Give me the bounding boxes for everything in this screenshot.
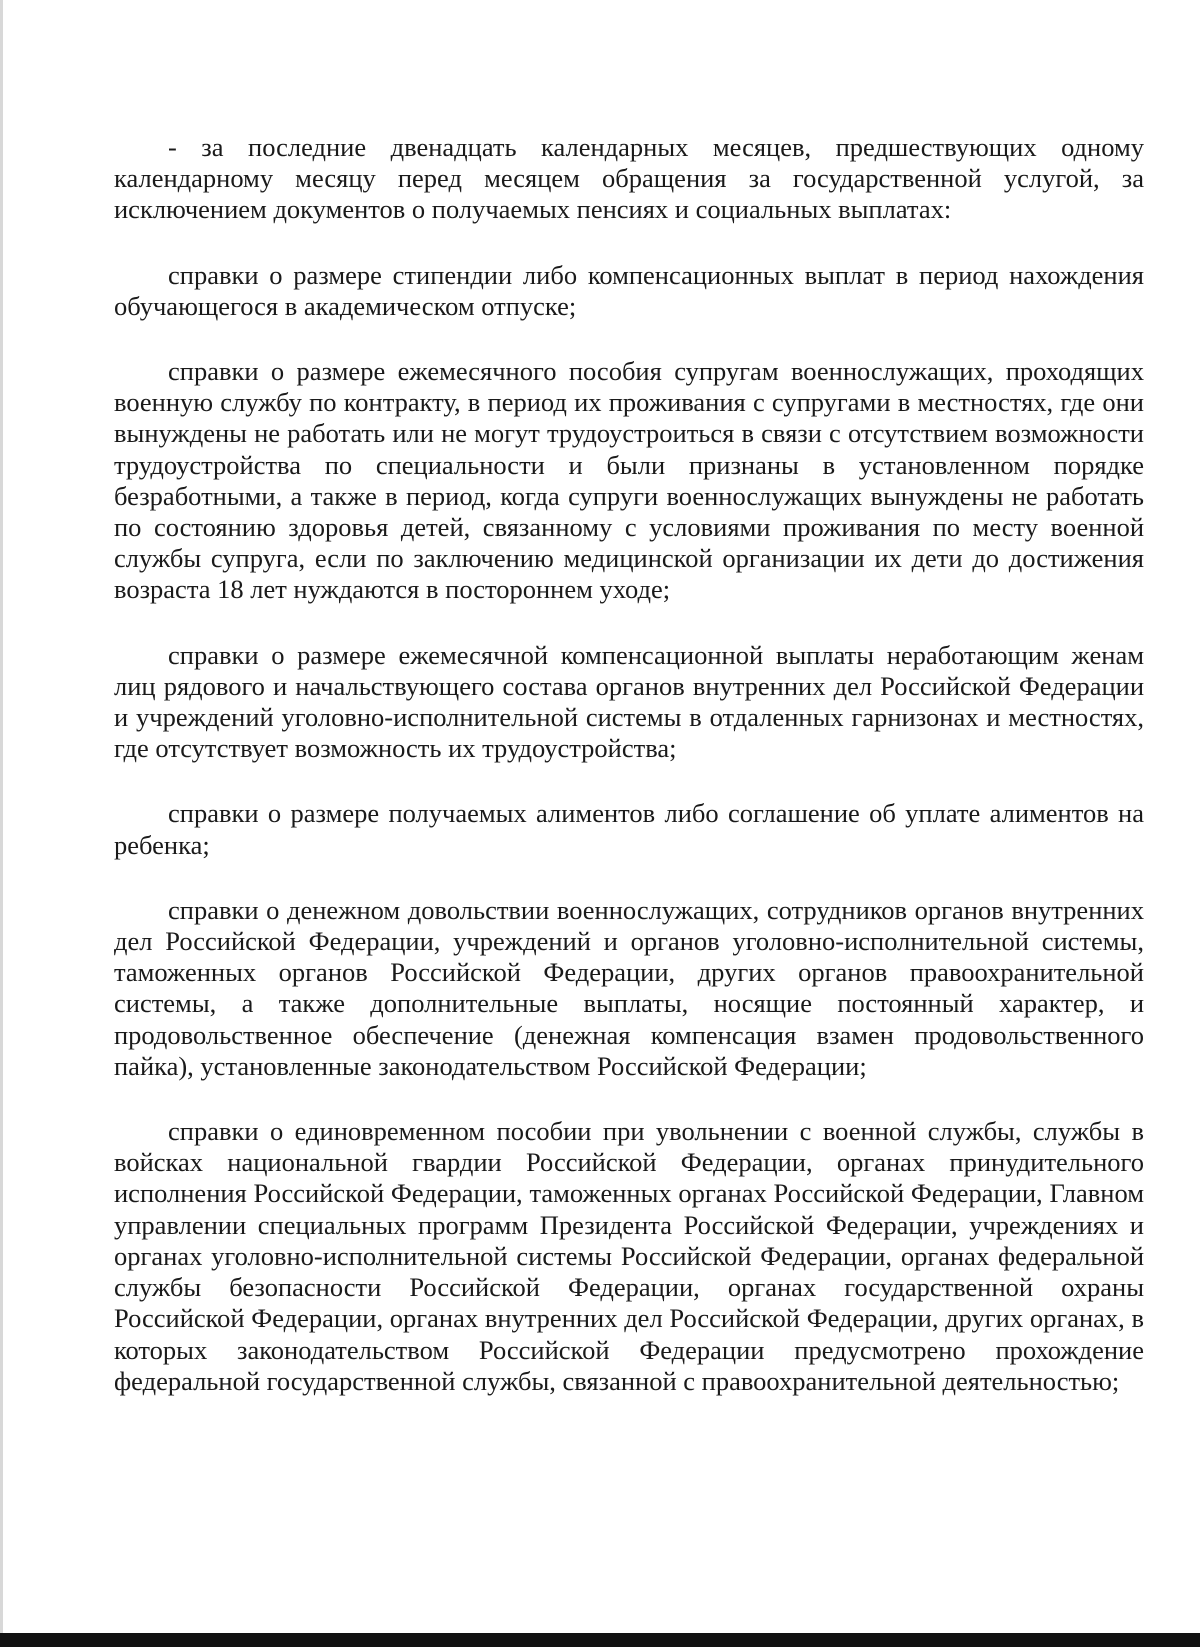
document-page bbox=[114, 132, 1144, 1431]
paragraph-compensation-wives: справки о размере ежемесячной компенсационной выплаты неработающим женам лиц рядового и начальствующего состава органов внутренних дел Российской Федерации и учреждений уголовно-исполнительной системы в отдаленных гарнизонах и местностях, где отсутствует возможность их трудоустройства; bbox=[114, 639, 1144, 764]
paragraph-military-pay: справки о денежном довольствии военнослужащих, сотрудников органов внутренних дел Российской Федерации, учреждений и органов уголовно-исполнительной системы, таможенных органов Российской Федерации, других органов правоохранительной системы, а также дополнительные выплаты, носящие постоянный характер, и продовольственное обеспечение (денежная компенсация взамен продовольственного пайка), установленные законодательством Российской Федерации; bbox=[114, 894, 1144, 1081]
paragraph-intro: - за последние двенадцать календарных месяцев, предшествующих одному календарному месяцу перед месяцем обращения за государственной услугой, за исключением документов о получаемых пенсиях и социальных выплатах: bbox=[114, 132, 1144, 225]
paragraph-alimony: справки о размере получаемых алиментов либо соглашение об уплате алиментов на ребенка; bbox=[114, 798, 1144, 860]
paragraph-spouse-allowance: справки о размере ежемесячного пособия супругам военнослужащих, проходящих военную службу по контракту, в период их проживания с супругами в местностях, где они вынуждены не работать или не могут трудоустроиться в связи с отсутствием возможности трудоустройства по специальности и были признаны в установленном порядке безработными, а также в период, когда супруги военнослужащих вынуждены не работать по состоянию здоровья детей, связанному с условиями проживания по месту военной службы супруга, если по заключению медицинской организации их дети до достижения возраста 18 лет нуждаются в постороннем уходе; bbox=[114, 356, 1144, 605]
paragraph-severance: справки о единовременном пособии при увольнении с военной службы, службы в войсках национальной гвардии Российской Федерации, органах принудительного исполнения Российской Федерации, таможенных органах Российской Федерации, Главном управлении специальных программ Президента Российской Федерации, учреждениях и органах уголовно-исполнительной системы Российской Федерации, органах федеральной службы безопасности Российской Федерации, органах государственной охраны Российской Федерации, органах внутренних дел Российской Федерации, других органах, в которых законодательством Российской Федерации предусмотрено прохождение федеральной государственной службы, связанной с правоохранительной деятельностью; bbox=[114, 1116, 1144, 1396]
paragraph-stipend: справки о размере стипендии либо компенсационных выплат в период нахождения обучающегося в академическом отпуске; bbox=[114, 259, 1144, 321]
scan-left-edge bbox=[0, 0, 3, 1647]
scan-bottom-edge bbox=[0, 1633, 1200, 1647]
